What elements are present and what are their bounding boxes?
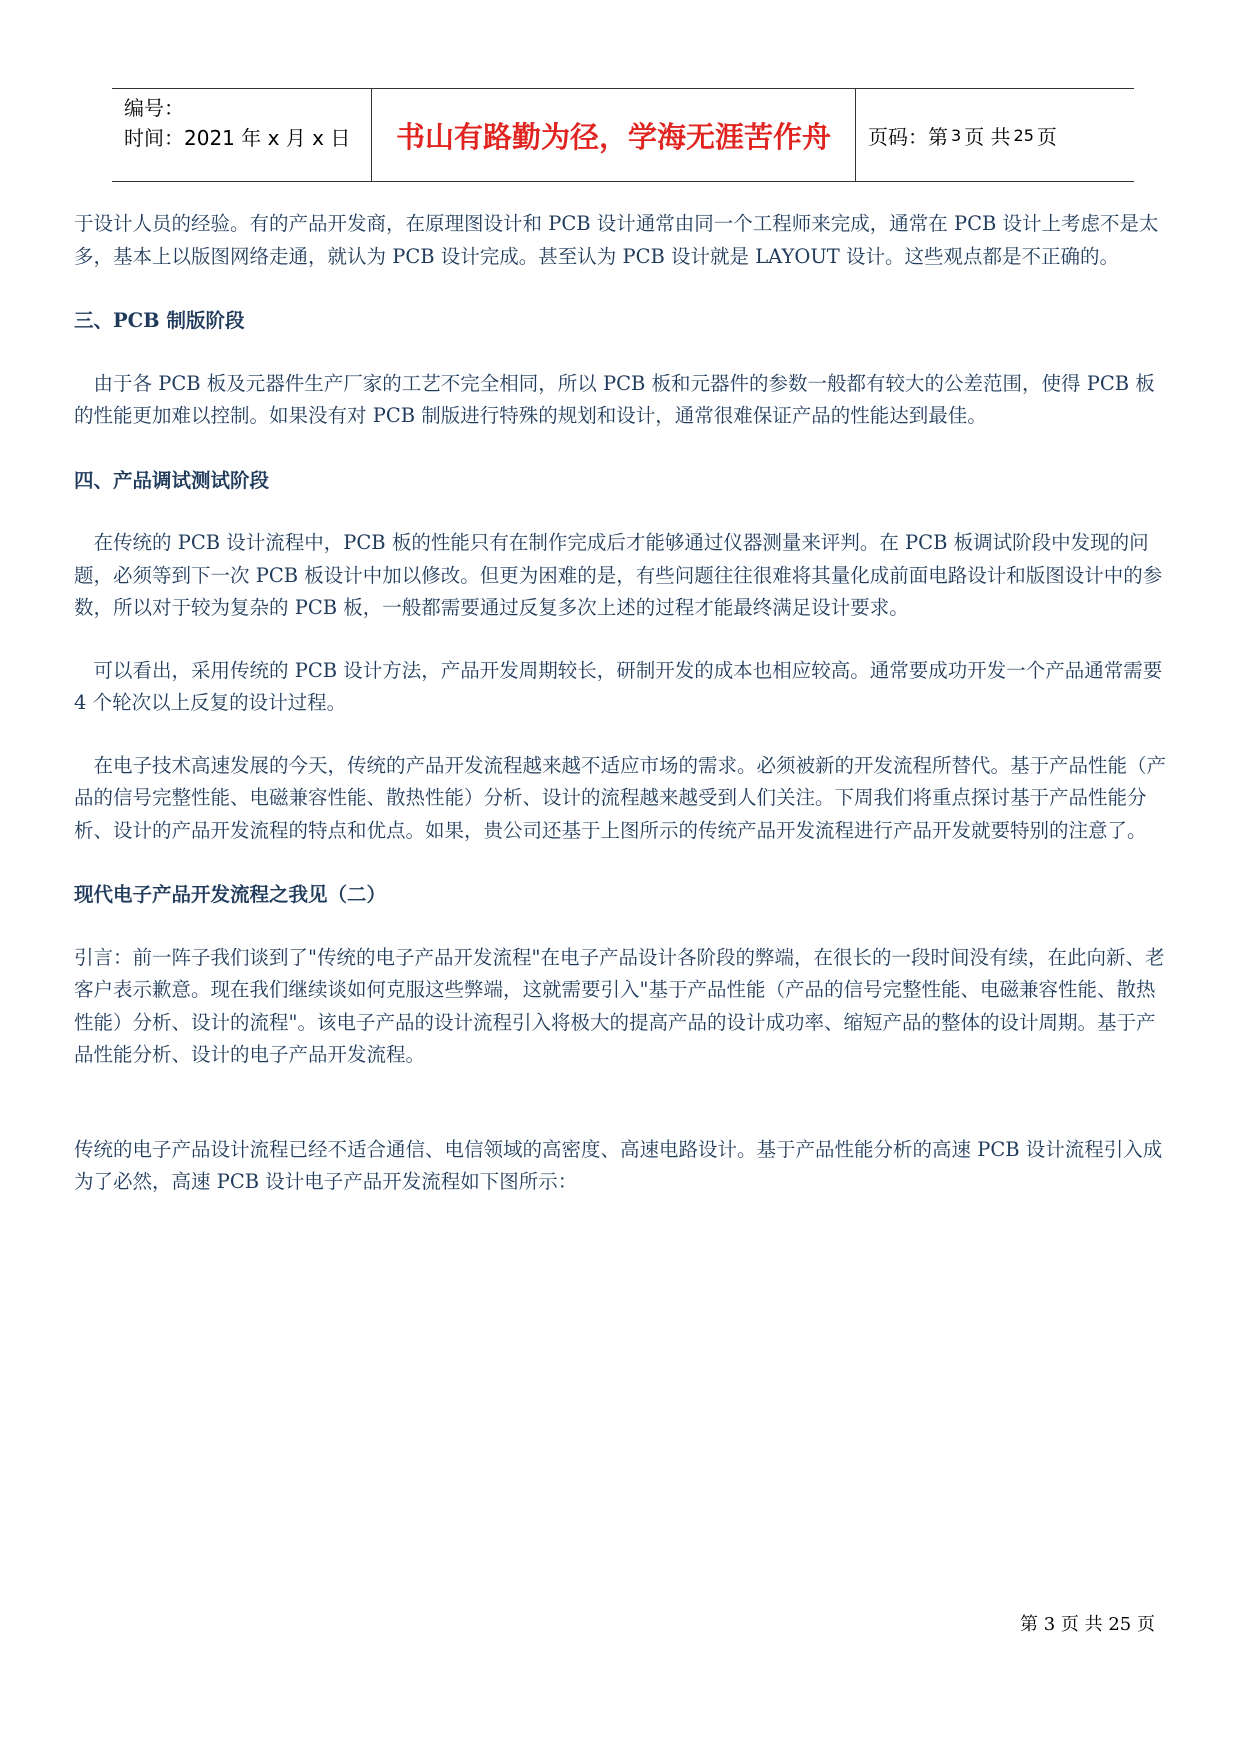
header-left-cell xyxy=(112,89,372,181)
page-header xyxy=(112,88,1134,182)
paragraph: 由于各 PCB 板及元器件生产厂家的工艺不完全相同，所以 PCB 板和元器件的参数一般都有较大的公差范围，使得 PCB 板的性能更加难以控制。如果没有对 PCB 制版进行特殊的规划和设计，通常很难保证产品的性能达到最佳。 xyxy=(74,371,1155,427)
paragraph: 于设计人员的经验。有的产品开发商，在原理图设计和 PCB 设计通常由同一个工程师来完成，通常在 PCB 设计上考虑不是太多，基本上以版图网络走通，就认为 PCB 设计完成。甚至认为 PCB 设计就是 LAYOUT 设计。这些观点都是不正确的。 xyxy=(74,212,1159,268)
document-time: 时间：2021 年 x 月 x 日 xyxy=(124,126,351,150)
header-page-number xyxy=(856,89,1134,181)
page-mid: 页 共 xyxy=(964,124,1011,149)
section-heading-4: 四、产品调试测试阶段 xyxy=(74,468,270,492)
page-prefix: 页码：第 xyxy=(868,124,948,149)
article-heading: 现代电子产品开发流程之我见（二） xyxy=(74,883,387,906)
page-current: 3 xyxy=(951,125,962,145)
document-body xyxy=(74,208,1174,1199)
intro-paragraph: 引言：前一阵子我们谈到了"传统的电子产品开发流程"在电子产品设计各阶段的弊端，在很长的一段时间没有续，在此向新、老客户表示歉意。现在我们继续谈如何克服这些弊端，这就需要引入"基于产品性能（产品的信号完整性能、电磁兼容性能、散热性能）分析、设计的流程"。该电子产品的设计流程引入将极大的提高产品的设计成功率、缩短产品的整体的设计周期。基于产品性能分析、设计的电子产品开发流程。 xyxy=(74,945,1165,1066)
paragraph: 传统的电子产品设计流程已经不适合通信、电信领域的高密度、高速电路设计。基于产品性能分析的高速 PCB 设计流程引入成为了必然，高速 PCB 设计电子产品开发流程如下图所示： xyxy=(74,1137,1163,1193)
paragraph: 在电子技术高速发展的今天，传统的产品开发流程越来越不适应市场的需求。必须被新的开发流程所替代。基于产品性能（产品的信号完整性能、电磁兼容性能、散热性能）分析、设计的流程越来越受到人们关注。下周我们将重点探讨基于产品性能分析、设计的产品开发流程的特点和优点。如果，贵公司还基于上图所示的传统产品开发流程进行产品开发就要特别的注意了。 xyxy=(74,753,1167,842)
section-heading-3: 三、PCB 制版阶段 xyxy=(74,309,245,332)
page-footer: 第 3 页 共 25 页 xyxy=(1020,1614,1155,1635)
page-suffix: 页 xyxy=(1036,124,1057,149)
paragraph: 可以看出，采用传统的 PCB 设计方法，产品开发周期较长，研制开发的成本也相应较高。通常要成功开发一个产品通常需要 4 个轮次以上反复的设计过程。 xyxy=(74,658,1163,714)
header-motto: 书山有路勤为径，学海无涯苦作舟 xyxy=(372,89,856,181)
document-number-label: 编号： xyxy=(124,96,184,120)
page-total: 25 xyxy=(1013,125,1034,145)
paragraph: 在传统的 PCB 设计流程中，PCB 板的性能只有在制作完成后才能够通过仪器测量来评判。在 PCB 板调试阶段中发现的问题，必须等到下一次 PCB 板设计中加以修改。但更为困难的是，有些问题往往很难将其量化成前面电路设计和版图设计中的参数，所以对于较为复杂的 PCB 板，一般都需要通过反复多次上述的过程才能最终满足设计要求。 xyxy=(74,531,1163,619)
